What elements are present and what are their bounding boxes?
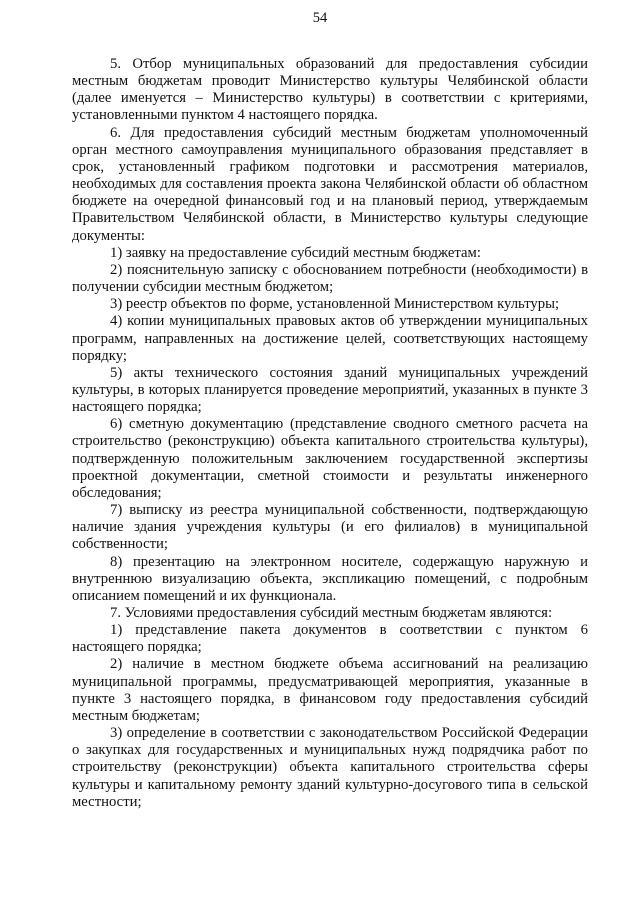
list-item-6-8: 8) презентацию на электронном носителе, содержащую наружную и внутреннюю визуализацию объекта, экспликацию помещений, с подробным описанием помещений и их функционала. (72, 553, 588, 604)
list-item-7-3: 3) определение в соответствии с законодательством Российской Федерации о закупках для государственных и муниципальных нужд подрядчика работ по строительству (реконструкции) объекта капитального строительства сферы культуры и капитальному ремонту зданий культурно-досугового типа в сельской местности; (72, 725, 588, 810)
list-item-6-4: 4) копии муниципальных правовых актов об утверждении муниципальных программ, направленных на достижение целей, соответствующих настоящему порядку; (72, 313, 588, 364)
paragraph-clause-6: 6. Для предоставления субсидий местным бюджетам уполномоченный орган местного самоуправления муниципального образования представляет в срок, установленный графиком подготовки и рассмотрения материалов, необходимых для составления проекта закона Челябинской области об областном бюджете на очередной финансовый год и на плановый период, утверждаемым Правительством Челябинской области, в Министерство культуры следующие документы: (72, 124, 588, 244)
list-item-7-1: 1) представление пакета документов в соответствии с пунктом 6 настоящего порядка; (72, 622, 588, 656)
list-item-6-2: 2) пояснительную записку с обоснованием потребности (необходимости) в получении субсидии местным бюджетом; (72, 261, 588, 296)
list-item-6-5: 5) акты технического состояния зданий муниципальных учреждений культуры, в которых планируется проведение мероприятий, указанных в пункте 3 настоящего порядка; (72, 364, 588, 416)
page-number: 54 (312, 10, 328, 26)
list-item-7-2: 2) наличие в местном бюджете объема ассигнований на реализацию муниципальной программы, предусматривающей мероприятия, указанные в пункте 3 настоящего порядка, в финансовом году предоставления субсидий местным бюджетам; (72, 656, 588, 724)
list-item-6-6: 6) сметную документацию (представление сводного сметного расчета на строительство (реконструкцию) объекта капитального строительства культуры), подтвержденную положительным заключением государственной экспертизы проектной документации, сметной стоимости и результаты инженерного обследования; (72, 416, 588, 501)
list-item-6-3: 3) реестр объектов по форме, установленной Министерством культуры; (110, 296, 560, 313)
document-body (72, 56, 588, 811)
list-item-6-7: 7) выписку из реестра муниципальной собственности, подтверждающую наличие здания учреждения культуры (и его филиалов) в муниципальной собственности; (72, 502, 588, 553)
list-item-6-1: 1) заявку на предоставление субсидий местным бюджетам: (110, 244, 481, 261)
paragraph-clause-7: 7. Условиями предоставления субсидий местным бюджетам являются: (110, 605, 553, 621)
paragraph-clause-5: 5. Отбор муниципальных образований для предоставления субсидии местным бюджетам проводит Министерство культуры Челябинской области (далее именуется – Министерство культуры) в соответствии с критериями, установленными пунктом 4 настоящего порядка. (72, 56, 588, 124)
